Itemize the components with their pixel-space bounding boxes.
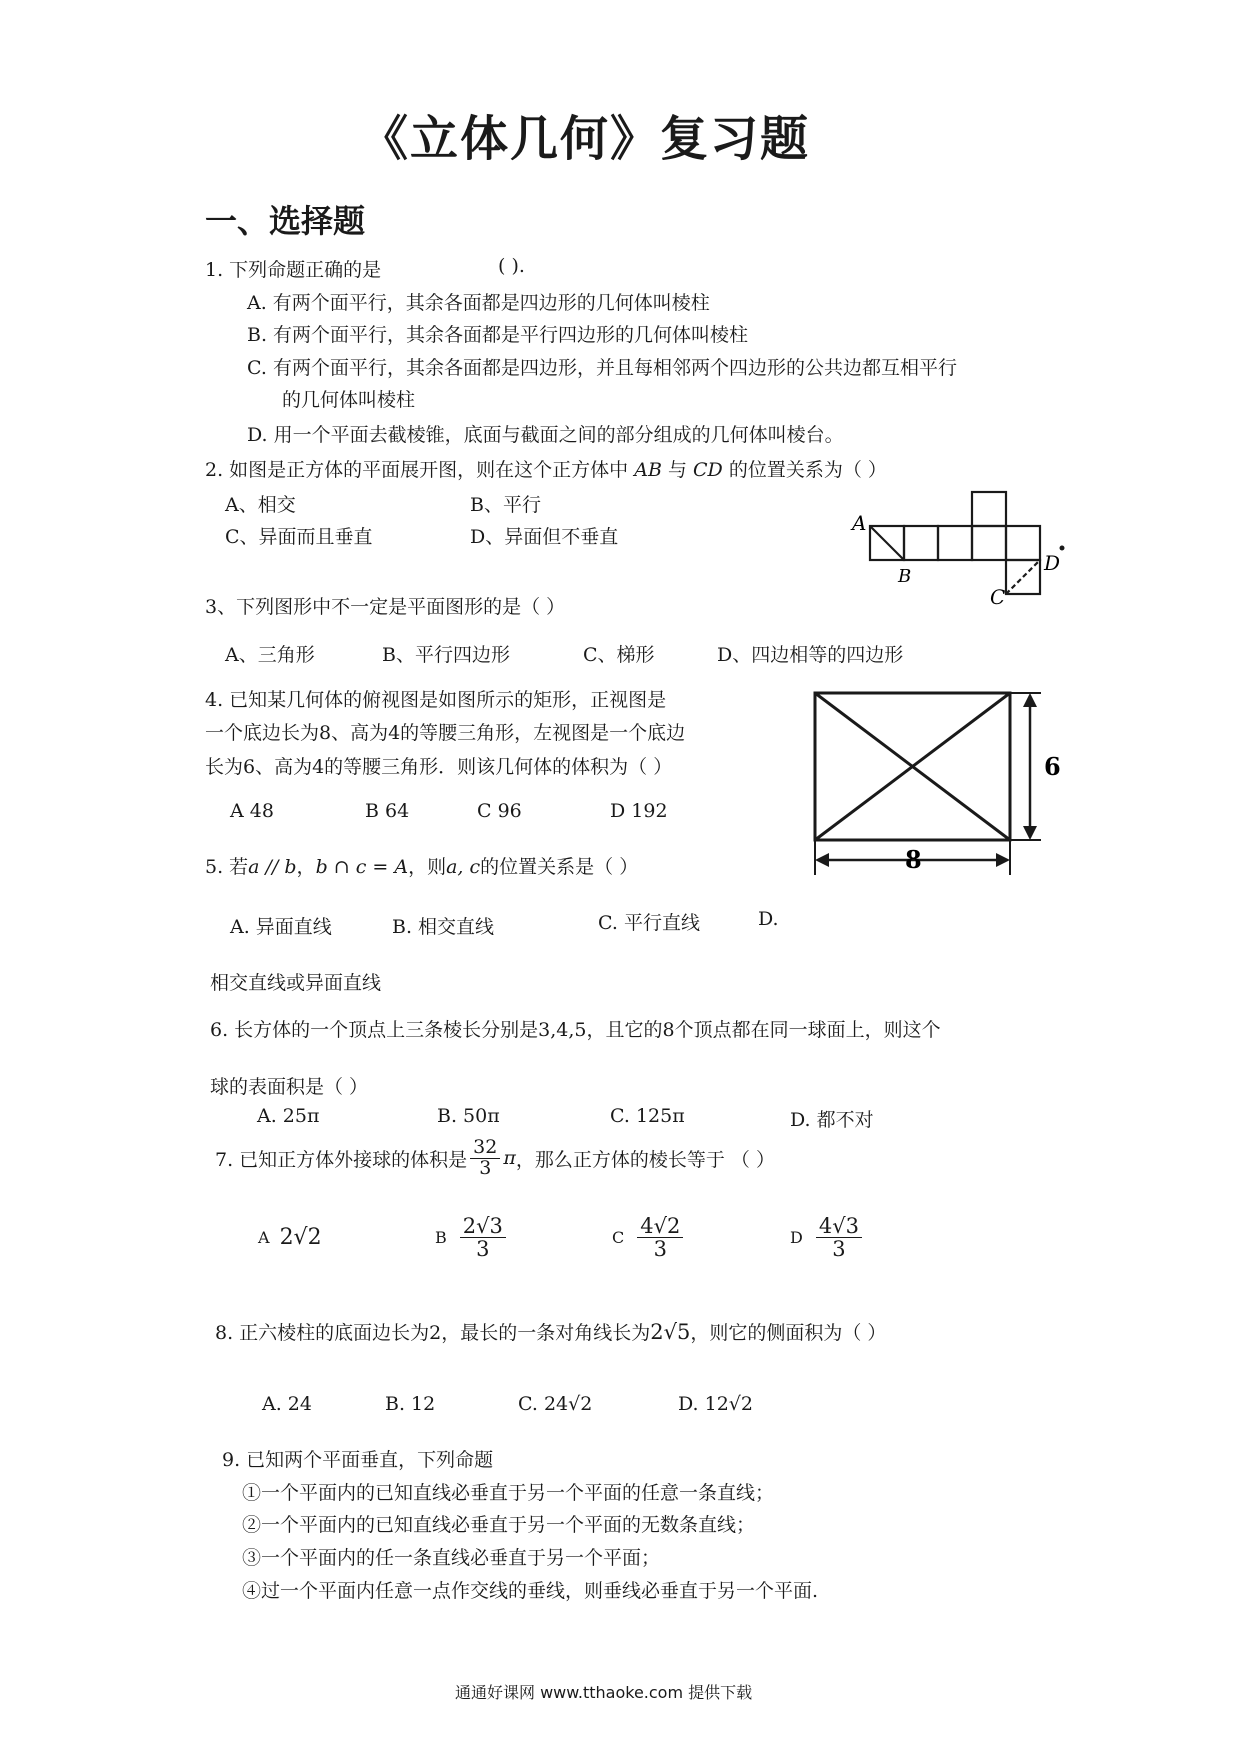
q7-option-b [435, 1215, 509, 1260]
q8-post: ，则它的侧面积为（ ） [690, 1322, 887, 1344]
net-square [972, 492, 1006, 526]
q2-option-a: A、相交 [225, 494, 296, 516]
q7-d-num: 4√3 [816, 1215, 862, 1238]
q1-option-a: A. 有两个面平行，其余各面都是四边形的几何体叫棱柱 [247, 292, 710, 314]
q3-option-b: B、平行四边形 [382, 644, 510, 666]
q4-option-d: D 192 [610, 800, 668, 822]
q1-stem: 1. 下列命题正确的是 [205, 259, 382, 281]
q5-sep: ， [296, 856, 316, 878]
q1-option-c-cont: 的几何体叫棱柱 [282, 389, 416, 411]
q7-b-fraction [460, 1215, 506, 1260]
q2-cd: CD [693, 459, 723, 481]
q3-stem: 3、下列图形中不一定是平面图形的是（ ） [205, 596, 566, 618]
q2-stem [205, 455, 887, 482]
q5-option-c: C. 平行直线 [598, 912, 700, 934]
height-label: 6 [1044, 752, 1061, 781]
footer-credit: 通通好课网 www.tthaoke.com 提供下载 [455, 1683, 753, 1702]
q7-d-fraction [816, 1215, 862, 1260]
q8-stem [215, 1318, 886, 1345]
q2-option-d: D、异面但不垂直 [470, 526, 619, 548]
net-square [938, 526, 972, 560]
arrow-right [996, 853, 1010, 867]
q3-option-c: C、梯形 [583, 644, 655, 666]
q7-post: ，那么正方体的棱长等于 （ ） [515, 1148, 775, 1171]
arrow-left [815, 853, 829, 867]
q7-d-label: D [790, 1228, 803, 1248]
q8-option-d: D. 12√2 [678, 1393, 754, 1415]
segment-ab [870, 526, 904, 560]
q7-option-a [258, 1225, 322, 1250]
q4-line1: 4. 已知某几何体的俯视图是如图所示的矩形，正视图是 [205, 689, 667, 711]
q7-b-den: 3 [476, 1237, 490, 1262]
q4-option-c: C 96 [477, 800, 522, 822]
q3-option-a: A、三角形 [225, 644, 315, 666]
label-c: C [990, 585, 1006, 609]
q5-option-d-cont: 相交直线或异面直线 [210, 972, 382, 994]
cube-net-figure [840, 470, 1080, 610]
q6-option-c: C. 125π [610, 1105, 685, 1127]
q5-mid: ，则 [408, 856, 447, 878]
q7-frac-den: 3 [479, 1156, 492, 1179]
q5-option-b: B. 相交直线 [392, 916, 495, 938]
q7-b-label: B [435, 1228, 447, 1248]
label-d: D [1044, 551, 1061, 575]
q9-item-1: ①一个平面内的已知直线必垂直于另一个平面的任意一条直线； [242, 1482, 775, 1504]
q7-fraction [470, 1138, 500, 1179]
q5-post: 的位置关系是（ ） [480, 856, 639, 878]
q5-stem [205, 852, 638, 879]
q2-stem-post: 的位置关系为（ ） [728, 459, 887, 481]
q1-option-c: C. 有两个面平行，其余各面都是四边形，并且每相邻两个四边形的公共边都互相平行 [247, 357, 957, 379]
q5-option-d: D. [758, 908, 779, 930]
q8-option-a: A. 24 [262, 1393, 312, 1415]
q7-option-c [612, 1215, 686, 1260]
q7-stem [215, 1138, 775, 1179]
q6-option-d: D. 都不对 [790, 1109, 874, 1131]
q2-mid: 与 [667, 459, 687, 481]
q7-b-num: 2√3 [460, 1215, 506, 1238]
q8-pre: 8. 正六棱柱的底面边长为2，最长的一条对角线长为 [215, 1322, 651, 1344]
q2-option-b: B、平行 [470, 494, 541, 516]
q8-expr: 2√5 [650, 1320, 691, 1344]
q7-a-value: 2√2 [279, 1225, 322, 1250]
q7-frac-num: 32 [470, 1138, 500, 1159]
q5-expr3: a, c [446, 856, 481, 878]
q1-option-d: D. 用一个平面去截棱锥，底面与截面之间的部分组成的几何体叫棱台。 [247, 424, 844, 446]
page-title: 《立体几何》复习题 [360, 111, 811, 167]
net-square [972, 526, 1006, 560]
stray-dot [1060, 546, 1065, 551]
q6-option-b: B. 50π [437, 1105, 500, 1127]
q7-pre: 7. 已知正方体外接球的体积是 [215, 1148, 468, 1171]
q1-paren: ( ). [498, 255, 525, 277]
q7-a-label: A [258, 1228, 270, 1247]
q9-stem: 9. 已知两个平面垂直，下列命题 [222, 1449, 494, 1471]
q7-d-den: 3 [832, 1237, 846, 1262]
q7-c-num: 4√2 [637, 1215, 683, 1238]
q7-option-d [790, 1215, 865, 1260]
width-label: 8 [905, 845, 922, 874]
label-b: B [898, 566, 912, 587]
q4-option-b: B 64 [365, 800, 410, 822]
q5-expr2: b ∩ c = A [315, 856, 409, 878]
q9-item-3: ③一个平面内的任一条直线必垂直于另一个平面； [242, 1547, 661, 1569]
net-square [1006, 526, 1040, 560]
label-a: A [852, 511, 867, 535]
net-square [904, 526, 938, 560]
q8-option-b: B. 12 [385, 1393, 436, 1415]
q7-pi: π [503, 1147, 516, 1170]
q1-option-b: B. 有两个面平行，其余各面都是平行四边形的几何体叫棱柱 [247, 324, 749, 346]
q7-c-label: C [612, 1228, 625, 1248]
q6-line1: 6. 长方体的一个顶点上三条棱长分别是3,4,5，且它的8个顶点都在同一球面上，则这个 [210, 1019, 941, 1041]
segment-cd [1006, 560, 1040, 594]
q2-stem-pre: 2. 如图是正方体的平面展开图，则在这个正方体中 [205, 459, 629, 481]
q4-line2: 一个底边长为8、高为4的等腰三角形，左视图是一个底边 [205, 722, 686, 744]
q7-c-fraction [637, 1215, 683, 1260]
q4-option-a: A 48 [230, 800, 274, 822]
q6-line2: 球的表面积是（ ） [210, 1076, 369, 1098]
q2-ab: AB [634, 459, 662, 481]
q3-option-d: D、四边相等的四边形 [717, 644, 904, 666]
q5-pre: 5. 若 [205, 856, 249, 878]
arrow-up [1023, 693, 1037, 707]
q5-option-a: A. 异面直线 [230, 916, 332, 938]
q4-line3: 长为6、高为4的等腰三角形．则该几何体的体积为（ ） [205, 756, 673, 778]
q9-item-2: ②一个平面内的已知直线必垂直于另一个平面的无数条直线； [242, 1514, 756, 1536]
arrow-down [1023, 826, 1037, 840]
q6-option-a: A. 25π [257, 1105, 320, 1127]
q8-option-c: C. 24√2 [518, 1393, 593, 1415]
q2-option-c: C、异面而且垂直 [225, 526, 373, 548]
q7-c-den: 3 [653, 1237, 667, 1262]
top-view-figure [805, 685, 1065, 885]
section-heading: 一、选择题 [205, 202, 366, 240]
q9-item-4: ④过一个平面内任意一点作交线的垂线，则垂线必垂直于另一个平面. [242, 1580, 819, 1602]
q5-expr1: a // b [248, 856, 297, 878]
